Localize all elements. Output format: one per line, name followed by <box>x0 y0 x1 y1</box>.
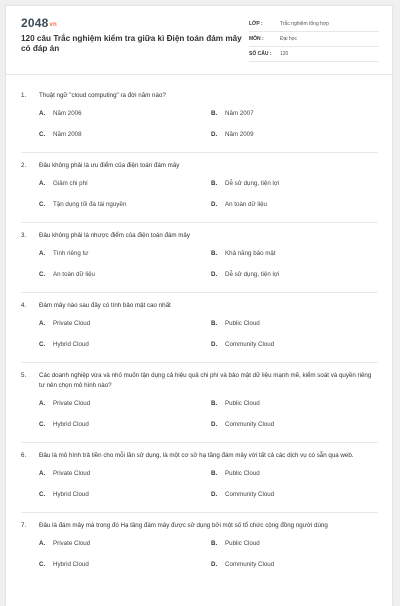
option-b[interactable] <box>211 319 381 340</box>
question-number: 4. <box>21 302 27 309</box>
option-letter: B. <box>211 400 218 407</box>
option-b[interactable] <box>211 399 381 420</box>
option-text: Hybrid Cloud <box>53 421 89 428</box>
logo-suffix: vn <box>49 22 57 28</box>
question-item <box>6 223 392 293</box>
option-c[interactable] <box>39 200 211 221</box>
option-text: Private Cloud <box>53 470 91 477</box>
option-a[interactable] <box>39 399 211 420</box>
option-text: Tính riêng tư <box>53 250 89 257</box>
site-logo[interactable] <box>21 16 57 30</box>
question-text <box>21 91 378 101</box>
option-text: Tận dụng tối đa tài nguyên <box>53 201 127 208</box>
option-letter: D. <box>211 491 218 498</box>
option-text: Năm 2007 <box>225 110 254 117</box>
option-d[interactable] <box>211 200 381 221</box>
document-header <box>6 6 392 75</box>
option-text: Private Cloud <box>53 540 91 547</box>
option-letter: A. <box>39 250 46 257</box>
option-b[interactable] <box>211 109 381 130</box>
option-letter: A. <box>39 540 46 547</box>
question-text <box>21 231 378 241</box>
option-grid <box>21 319 378 361</box>
meta-row-subject <box>249 32 379 47</box>
option-grid <box>21 109 378 151</box>
option-letter: A. <box>39 320 46 327</box>
option-letter: D. <box>211 421 218 428</box>
question-body: Đâu là mô hình trả tiền cho mỗi lần sử dụng, là một cơ sở hạ tầng đám mây với tất cả các dịch vụ có sẵn qua web. <box>39 452 354 459</box>
question-body: Đâu là đám mây mà trong đó Hạ tầng đám mây được sử dụng bởi một số tổ chức cộng đồng người dùng <box>39 522 328 529</box>
option-d[interactable] <box>211 130 381 151</box>
question-number: 6. <box>21 452 27 459</box>
option-a[interactable] <box>39 539 211 560</box>
meta-value: 120 <box>280 51 289 57</box>
option-a[interactable] <box>39 469 211 490</box>
question-text <box>21 161 378 171</box>
option-text: Hybrid Cloud <box>53 491 89 498</box>
option-letter: A. <box>39 470 46 477</box>
option-letter: A. <box>39 180 46 187</box>
option-letter: D. <box>211 271 218 278</box>
option-letter: D. <box>211 561 218 568</box>
option-a[interactable] <box>39 109 211 130</box>
question-body: Thuật ngữ "cloud computing" ra đời năm nào? <box>39 92 166 99</box>
option-text: Community Cloud <box>225 341 275 348</box>
option-text: Community Cloud <box>225 491 275 498</box>
question-number: 3. <box>21 232 27 239</box>
option-c[interactable] <box>39 420 211 441</box>
option-d[interactable] <box>211 270 381 291</box>
option-a[interactable] <box>39 249 211 270</box>
question-item <box>6 443 392 513</box>
question-body: Đâu không phải là nhược điểm của điện toán đám mây <box>39 232 190 239</box>
option-text: Public Cloud <box>225 470 260 477</box>
question-item <box>6 513 392 581</box>
option-text: Public Cloud <box>225 320 260 327</box>
logo-text: 2048 <box>21 16 49 30</box>
question-text <box>21 371 378 391</box>
meta-value: Đại học <box>280 36 297 42</box>
option-b[interactable] <box>211 469 381 490</box>
question-number: 7. <box>21 522 27 529</box>
option-letter: A. <box>39 110 46 117</box>
option-text: Community Cloud <box>225 561 275 568</box>
question-body: Đâu không phải là ưu điểm của điện toán đám mây <box>39 162 180 169</box>
option-letter: D. <box>211 341 218 348</box>
option-letter: B. <box>211 540 218 547</box>
question-text <box>21 521 378 531</box>
option-grid <box>21 469 378 511</box>
option-grid <box>21 179 378 221</box>
option-text: Năm 2009 <box>225 131 254 138</box>
question-body: Đám mây nào sau đây có tính bảo mật cao nhất <box>39 302 171 309</box>
question-number: 2. <box>21 162 27 169</box>
question-text <box>21 301 378 311</box>
option-text: An toàn dữ liệu <box>53 271 95 278</box>
question-item <box>6 363 392 443</box>
question-item <box>6 83 392 153</box>
option-text: Khả năng bảo mật <box>225 250 276 257</box>
option-text: Private Cloud <box>53 320 91 327</box>
option-text: Public Cloud <box>225 540 260 547</box>
option-c[interactable] <box>39 270 211 291</box>
option-letter: C. <box>39 271 46 278</box>
option-letter: B. <box>211 110 218 117</box>
meta-label: MÔN : <box>249 36 264 42</box>
option-text: Giảm chi phí <box>53 180 88 187</box>
option-d[interactable] <box>211 420 381 441</box>
option-c[interactable] <box>39 340 211 361</box>
option-letter: C. <box>39 201 46 208</box>
option-b[interactable] <box>211 539 381 560</box>
question-number: 5. <box>21 372 27 379</box>
option-text: Hybrid Cloud <box>53 561 89 568</box>
meta-label: LỚP : <box>249 21 263 27</box>
document-meta <box>249 17 379 62</box>
option-letter: C. <box>39 421 46 428</box>
option-text: Public Cloud <box>225 400 260 407</box>
question-text <box>21 451 378 461</box>
option-letter: B. <box>211 250 218 257</box>
option-grid <box>21 399 378 441</box>
option-letter: B. <box>211 320 218 327</box>
question-item <box>6 153 392 223</box>
document-page <box>6 6 392 606</box>
option-text: Năm 2008 <box>53 131 82 138</box>
option-letter: C. <box>39 491 46 498</box>
meta-label: SỐ CÂU : <box>249 51 272 57</box>
option-text: Dễ sử dụng, tiện lợi <box>225 180 280 187</box>
option-letter: B. <box>211 180 218 187</box>
option-b[interactable] <box>211 179 381 200</box>
option-letter: C. <box>39 341 46 348</box>
option-d[interactable] <box>211 560 381 581</box>
option-b[interactable] <box>211 249 381 270</box>
question-number: 1. <box>21 92 27 99</box>
meta-row-class <box>249 17 379 32</box>
option-grid <box>21 249 378 291</box>
question-list <box>6 75 392 581</box>
option-text: Private Cloud <box>53 400 91 407</box>
option-d[interactable] <box>211 490 381 511</box>
document-title: 120 câu Trắc nghiệm kiểm tra giữa kì Điện toán đám mây có đáp án <box>21 34 242 53</box>
option-a[interactable] <box>39 179 211 200</box>
option-a[interactable] <box>39 319 211 340</box>
option-letter: C. <box>39 131 46 138</box>
option-letter: A. <box>39 400 46 407</box>
option-text: An toàn dữ liệu <box>225 201 267 208</box>
option-c[interactable] <box>39 130 211 151</box>
option-grid <box>21 539 378 581</box>
option-letter: C. <box>39 561 46 568</box>
option-text: Hybrid Cloud <box>53 341 89 348</box>
option-letter: B. <box>211 470 218 477</box>
option-text: Năm 2006 <box>53 110 82 117</box>
option-c[interactable] <box>39 560 211 581</box>
option-d[interactable] <box>211 340 381 361</box>
option-text: Dễ sử dụng, tiện lợi <box>225 271 280 278</box>
option-text: Community Cloud <box>225 421 275 428</box>
option-letter: D. <box>211 201 218 208</box>
option-letter: D. <box>211 131 218 138</box>
question-body: Các doanh nghiệp vừa và nhỏ muốn tận dụng cả hiệu quả chi phí và bảo mật dữ liệu mạnh mẽ, kiểm soát và quyền riêng tư nên chọn mô hình nào? <box>39 372 372 389</box>
option-c[interactable] <box>39 490 211 511</box>
meta-row-count <box>249 47 379 62</box>
question-item <box>6 293 392 363</box>
meta-value: Trắc nghiệm tổng hợp <box>280 21 329 27</box>
